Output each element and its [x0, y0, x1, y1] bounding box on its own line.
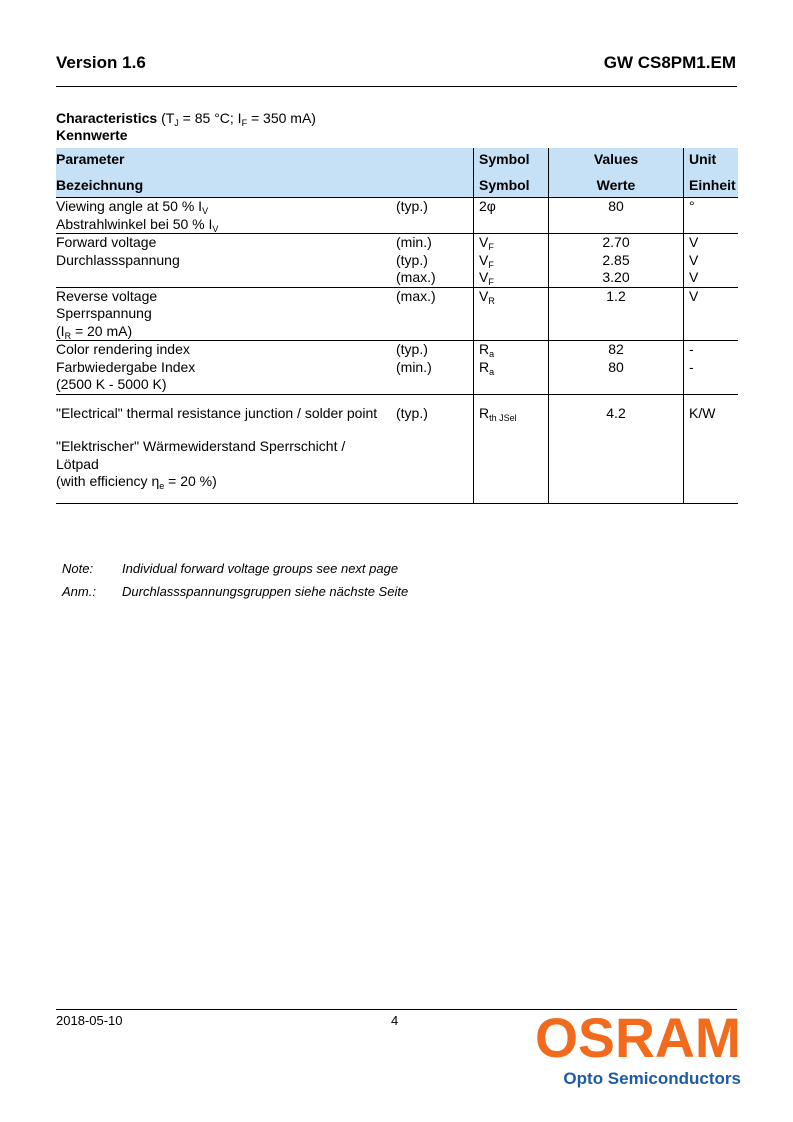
param-cell: Color rendering index Farbwiedergabe Index (2500 K - 5000 K) — [56, 341, 396, 395]
symbol-cell: $R_a$ $R_a$ — [474, 341, 549, 395]
unit-cell: - - — [684, 341, 739, 395]
logo-subtitle: Opto Semiconductors — [563, 1069, 741, 1088]
condition-cell: (typ.) — [396, 394, 474, 503]
notes — [62, 560, 408, 606]
condition-cell: (min.) (typ.) (max.) — [396, 234, 474, 288]
header-symbol: Symbol Symbol — [474, 148, 549, 198]
note-german: Anm.: Durchlassspannungsgruppen siehe nächste Seite — [62, 584, 409, 599]
header-rule — [56, 86, 737, 87]
param-cell: "Electrical" thermal resistance junction / solder point "Elektrischer" Wärmewiderstand Sperrschicht / Lötpad (with efficiency $\eta_e = 20$ %) — [56, 394, 396, 503]
value-cell: 1.2 — [549, 287, 684, 341]
symbol-cell: $V_F$ $V_F$ $V_F$ — [474, 234, 549, 288]
table-row — [56, 234, 738, 288]
value-cell: 82 80 — [549, 341, 684, 395]
document-version: Version 1.6 — [56, 53, 146, 72]
table-row — [56, 341, 738, 395]
param-cell: Viewing angle at 50 % $I_V$ Abstrahlwinkel bei 50 % $I_V$ — [56, 198, 396, 234]
footer-date: 2018-05-10 — [56, 1013, 123, 1028]
section-subtitle: Kennwerte — [56, 127, 128, 143]
header-values: Values Werte — [549, 148, 684, 198]
param-cell: Forward voltage Durchlassspannung — [56, 234, 396, 288]
unit-cell: V V V — [684, 234, 739, 288]
condition-cell: (typ.) — [396, 198, 474, 234]
characteristics-table — [56, 148, 738, 504]
table-header-row — [56, 148, 738, 198]
page-number: 4 — [391, 1013, 399, 1028]
unit-cell: ° — [684, 198, 739, 234]
value-cell: 4.2 — [549, 394, 684, 503]
unit-cell: K/W — [684, 394, 739, 503]
symbol-cell: $V_R$ — [474, 287, 549, 341]
osram-logo-text: OSRAM — [535, 1010, 741, 1062]
param-cell: Reverse voltage Sperrspannung ($I_R = 20$ mA) — [56, 287, 396, 341]
osram-logo — [531, 1010, 741, 1062]
header-unit: Unit Einheit — [684, 148, 739, 198]
symbol-cell: 2φ — [474, 198, 549, 234]
condition-cell: (typ.) (min.) — [396, 341, 474, 395]
condition-cell: (max.) — [396, 287, 474, 341]
header-parameter: Parameter Bezeichnung — [56, 148, 474, 198]
symbol-cell: $R_{th JSel}$ — [474, 394, 549, 503]
product-name: GW CS8PM1.EM — [603, 53, 736, 72]
table-row — [56, 198, 738, 234]
section-title — [56, 110, 316, 144]
table-row — [56, 394, 738, 503]
unit-cell: V — [684, 287, 739, 341]
section-conditions: ($T_J = 85$ °C; $I_F = 350$ mA) — [161, 110, 316, 128]
table-row — [56, 287, 738, 341]
value-cell: 2.70 2.85 3.20 — [549, 234, 684, 288]
value-cell: 80 — [549, 198, 684, 234]
section-title-bold: Characteristics — [56, 110, 158, 126]
note-english: Note: Individual forward voltage groups see next page — [62, 561, 399, 576]
